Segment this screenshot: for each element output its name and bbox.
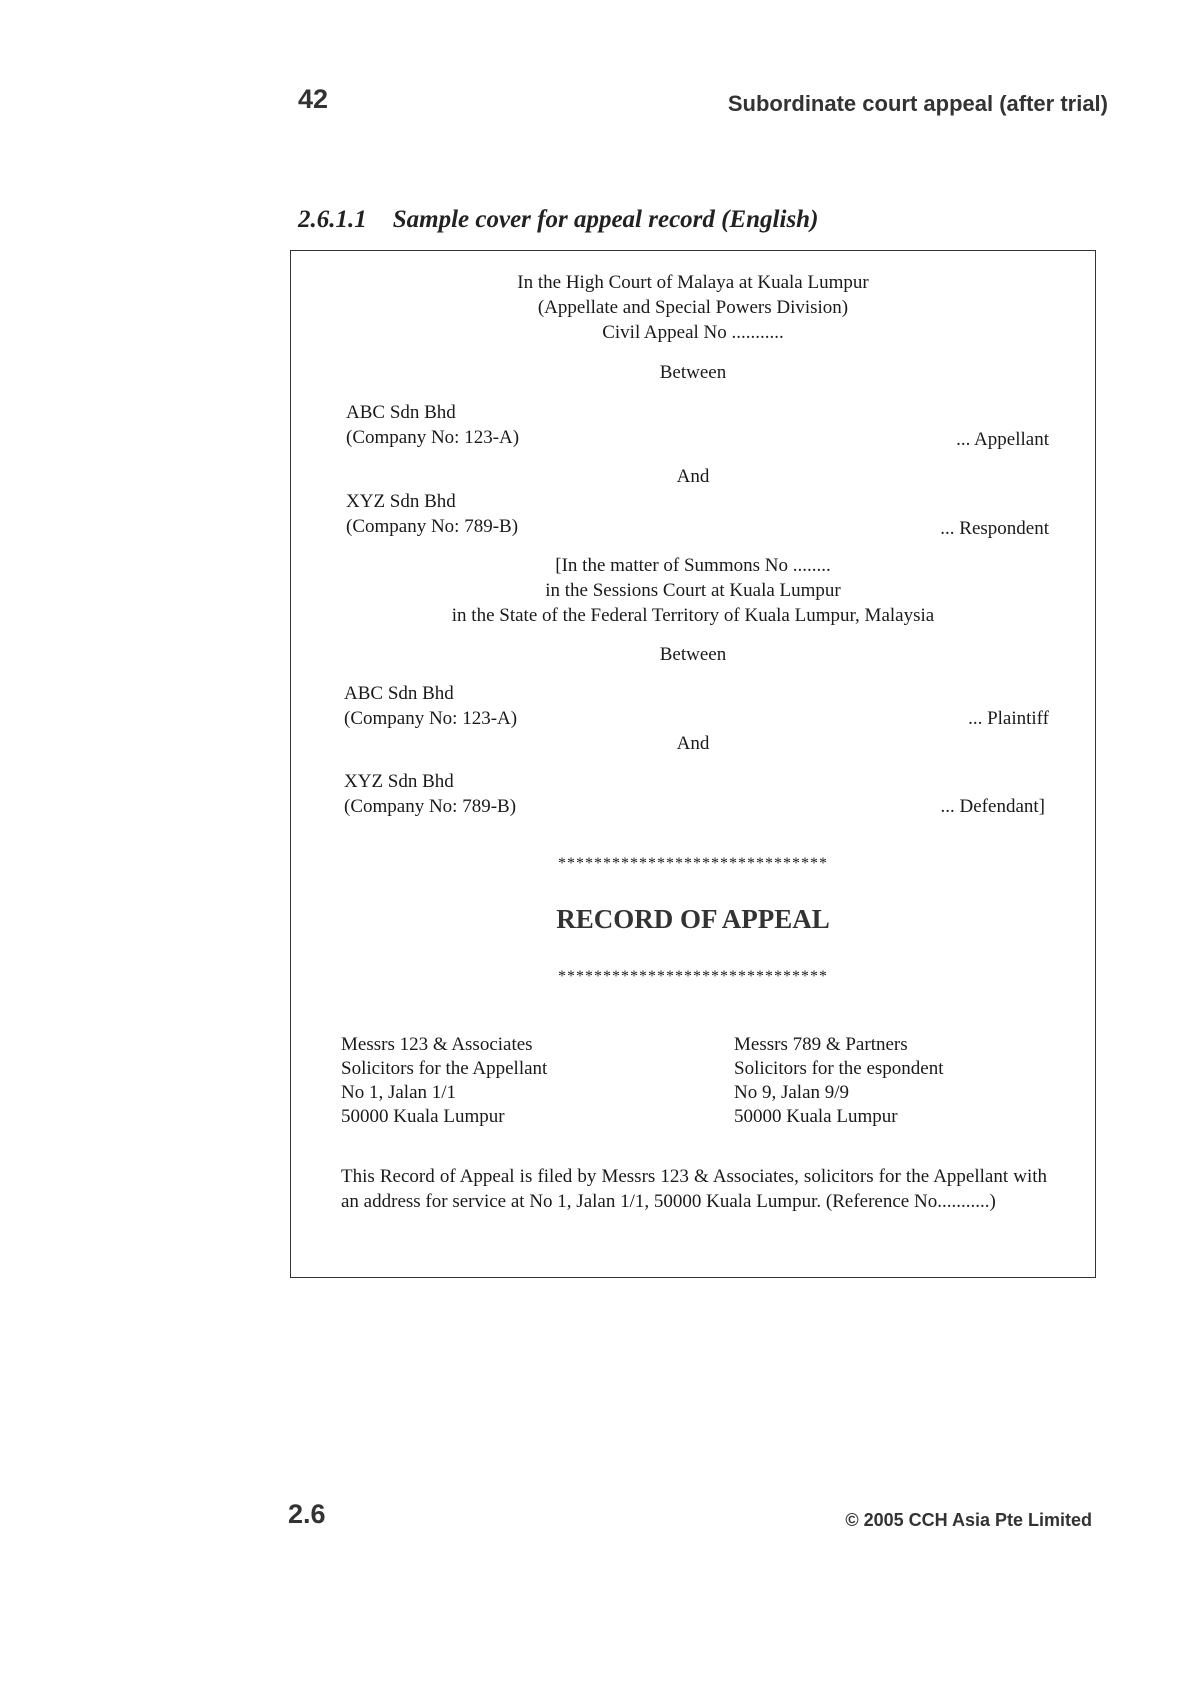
record-of-appeal-title: RECORD OF APPEAL bbox=[556, 904, 830, 934]
section-title: Sample cover for appeal record (English) bbox=[392, 206, 819, 233]
respondent-name: XYZ Sdn Bhd bbox=[346, 491, 456, 512]
appellant-name: ABC Sdn Bhd bbox=[346, 402, 456, 423]
court-line-3: Civil Appeal No ........... bbox=[602, 322, 784, 343]
section-heading bbox=[298, 206, 818, 234]
respondent-solicitor-line-2: Solicitors for the espondent bbox=[734, 1058, 944, 1079]
section-number: 2.6.1.1 bbox=[298, 206, 367, 233]
footer-copyright: © 2005 CCH Asia Pte Limited bbox=[845, 1510, 1092, 1530]
matter-line-2: in the Sessions Court at Kuala Lumpur bbox=[545, 580, 841, 601]
plaintiff-role: ... Plaintiff bbox=[968, 708, 1049, 729]
respondent-role: ... Respondent bbox=[940, 518, 1049, 539]
matter-line-1: [In the matter of Summons No ........ bbox=[555, 555, 831, 576]
plaintiff-name: ABC Sdn Bhd bbox=[344, 683, 454, 704]
plaintiff-company-no: (Company No: 123-A) bbox=[344, 708, 518, 729]
and-label-2: And bbox=[676, 733, 710, 754]
appellant-solicitor-line-4: 50000 Kuala Lumpur bbox=[341, 1106, 505, 1127]
matter-line-3: in the State of the Federal Territory of Kuala Lumpur, Malaysia bbox=[451, 605, 935, 626]
between-label-2: Between bbox=[659, 644, 727, 665]
defendant-role: ... Defendant] bbox=[940, 796, 1045, 817]
respondent-solicitor-line-3: No 9, Jalan 9/9 bbox=[734, 1082, 850, 1103]
court-line-2: (Appellate and Special Powers Division) bbox=[537, 297, 849, 318]
defendant-name: XYZ Sdn Bhd bbox=[344, 771, 454, 792]
page-number: 42 bbox=[298, 84, 329, 114]
respondent-solicitor-line-4: 50000 Kuala Lumpur bbox=[734, 1106, 898, 1127]
appellant-solicitor-line-2: Solicitors for the Appellant bbox=[341, 1058, 548, 1079]
asterisk-divider-bottom: ****************************** bbox=[558, 968, 828, 985]
respondent-company-no: (Company No: 789-B) bbox=[346, 516, 519, 537]
appellant-solicitor-line-3: No 1, Jalan 1/1 bbox=[341, 1082, 457, 1103]
running-title: Subordinate court appeal (after trial) bbox=[727, 91, 1108, 116]
respondent-solicitor-line-1: Messrs 789 & Partners bbox=[734, 1034, 908, 1055]
filing-note: This Record of Appeal is filed by Messrs 123 & Associates, solicitors for the Appellant with an address for service at No 1, Jalan 1/1, 50000 Kuala Lumpur. (Reference No...........) bbox=[341, 1166, 1047, 1212]
and-label-1: And bbox=[676, 466, 710, 487]
appellant-solicitor-line-1: Messrs 123 & Associates bbox=[341, 1034, 533, 1055]
appeal-record-cover-box bbox=[290, 250, 1096, 1278]
appellant-role: ... Appellant bbox=[956, 429, 1049, 450]
court-line-1: In the High Court of Malaya at Kuala Lumpur bbox=[517, 272, 869, 293]
defendant-company-no: (Company No: 789-B) bbox=[344, 796, 517, 817]
footer-section-number: 2.6 bbox=[288, 1499, 326, 1529]
appellant-company-no: (Company No: 123-A) bbox=[346, 427, 520, 448]
asterisk-divider-top: ****************************** bbox=[558, 855, 828, 872]
between-label-1: Between bbox=[659, 362, 727, 383]
